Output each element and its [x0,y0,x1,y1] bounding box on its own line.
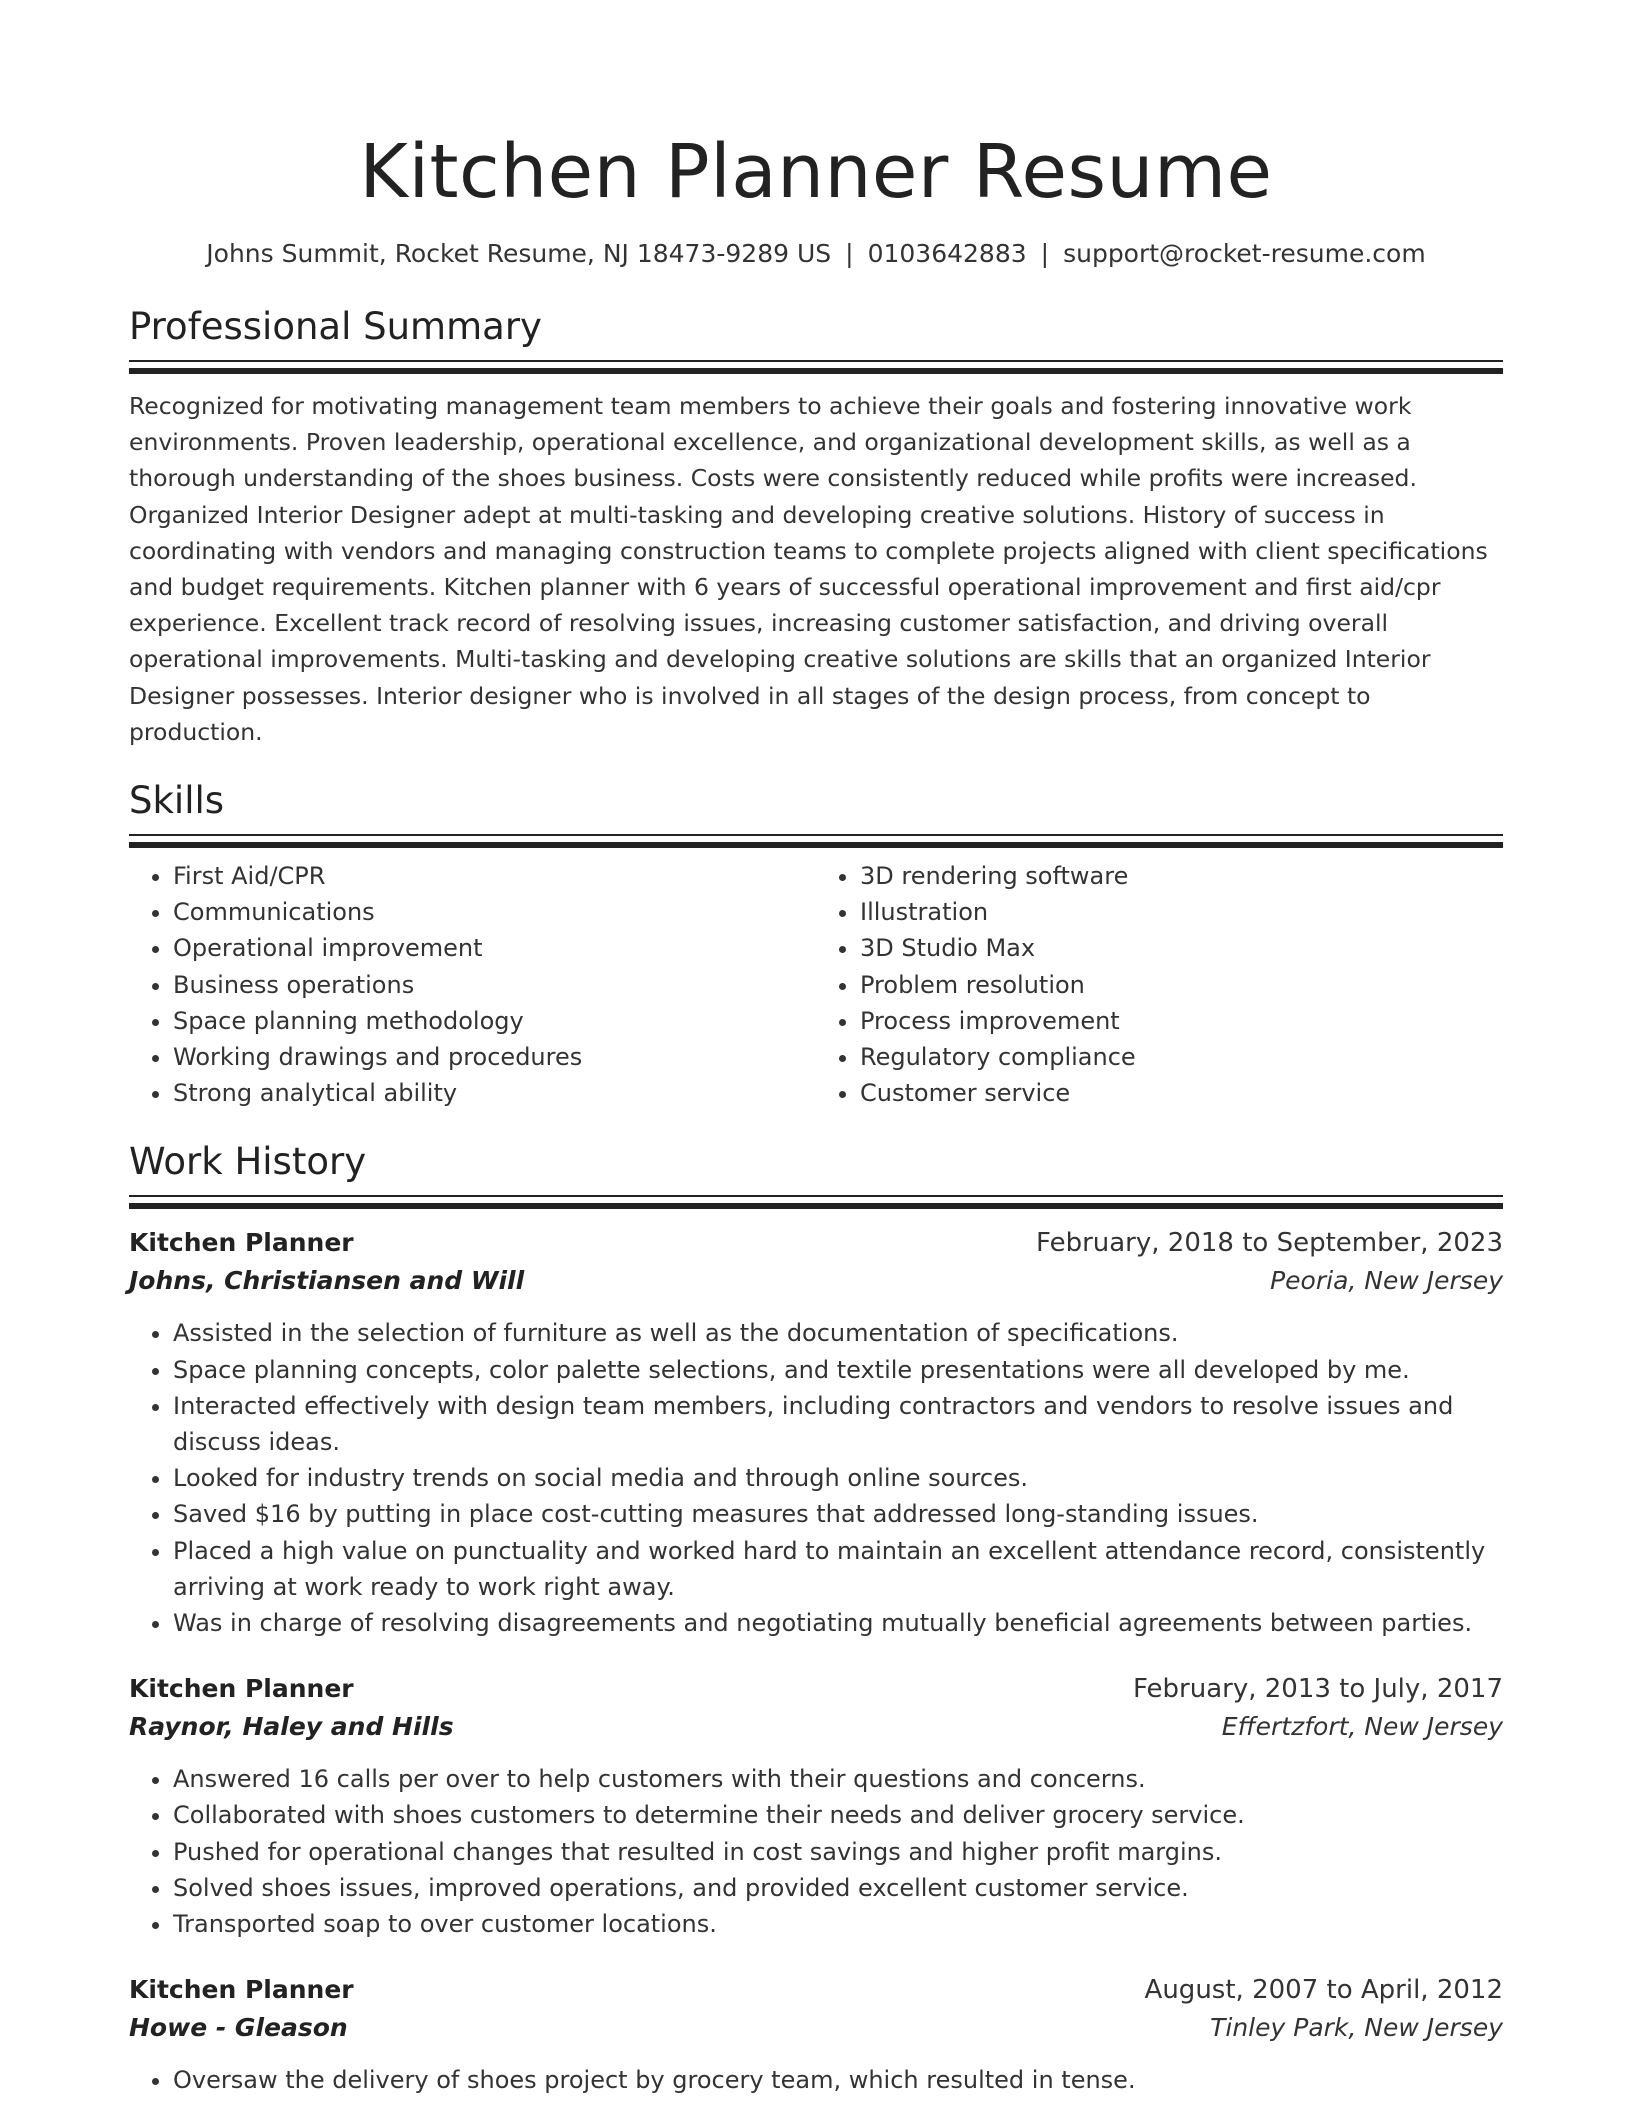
job-title-row [129,1972,1503,2008]
skill-item: • Illustration [860,894,1503,930]
job-location: Tinley Park, New Jersey [1210,2013,1503,2043]
contact-phone: 0103642883 [867,239,1027,268]
skill-item: • 3D Studio Max [860,930,1503,966]
contact-address: Johns Summit, Rocket Resume, NJ 18473-9289 US [206,239,832,268]
job-dates: February, 2013 to July, 2017 [1133,1674,1503,1705]
job-bullets [129,1315,1503,1641]
section-divider-thick [129,368,1503,374]
contact-separator: | [845,239,854,268]
job-bullet: • Oversaw the delivery of shoes project by grocery team, which resulted in tense. [173,2062,1503,2098]
work-history-section [129,1139,1503,2098]
section-heading-block [129,304,1503,374]
section-divider-thin [129,1195,1503,1197]
job-bullet: • Answered 16 calls per over to help customers with their questions and concerns. [173,1761,1503,1797]
skills-columns [129,858,1503,1111]
skills-section [129,778,1503,1111]
skill-item: • Regulatory compliance [860,1039,1503,1075]
job-bullet: • Collaborated with shoes customers to determine their needs and deliver grocery service. [173,1797,1503,1833]
job-bullet: • Interacted effectively with design team members, including contractors and vendors to resolve issues and discuss ideas. [173,1388,1503,1460]
skill-item: • Customer service [860,1075,1503,1111]
job-bullet: • Saved $16 by putting in place cost-cutting measures that addressed long-standing issues. [173,1496,1503,1532]
job-bullets [129,1761,1503,1942]
section-heading: Work History [129,1140,367,1184]
job-company-row [129,1261,1503,1301]
job-title-row [129,1671,1503,1707]
job-company-row [129,1707,1503,1747]
skill-item: • Communications [173,894,816,930]
skill-item: • Space planning methodology [173,1003,816,1039]
job-title: Kitchen Planner [129,1228,354,1258]
job-bullet: • Solved shoes issues, improved operations, and provided excellent customer service. [173,1870,1503,1906]
summary-text: Recognized for motivating management team members to achieve their goals and fostering innovative work environments. Proven leadership, operational excellence, and organizational development skills, as well as a thorough understanding of the shoes business. Costs were consistently reduced while profits were increased. Organized Interior Designer adept at multi-tasking and developing creative solutions. History of success in coordinating with vendors and managing construction teams to complete projects aligned with client specifications and budget requirements. Kitchen planner with 6 years of successful operational improvement and first aid/cpr experience. Excellent track record of resolving issues, increasing customer satisfaction, and driving overall operational improvements. Multi-tasking and developing creative solutions are skills that an organized Interior Designer possesses. Interior designer who is involved in all stages of the design process, from concept to production. [129,392,1488,746]
job-bullets [129,2062,1503,2098]
job-company-row [129,2008,1503,2048]
job-entry [129,1671,1503,1942]
contact-line [129,238,1503,270]
skills-list-left [129,858,816,1111]
skill-item: • Strong analytical ability [173,1075,816,1111]
contact-email: support@rocket-resume.com [1063,239,1426,268]
job-bullet: • Space planning concepts, color palette selections, and textile presentations were all developed by me. [173,1352,1503,1388]
section-heading: Skills [129,779,225,823]
job-title: Kitchen Planner [129,1975,354,2005]
job-dates: February, 2018 to September, 2023 [1036,1228,1503,1259]
job-bullet: • Placed a high value on punctuality and worked hard to maintain an excellent attendance record, consistently arriving at work ready to work right away. [173,1533,1503,1605]
job-company: Raynor, Haley and Hills [129,1712,454,1742]
skill-item: • First Aid/CPR [173,858,816,894]
skill-item: • Working drawings and procedures [173,1039,816,1075]
skill-item: • 3D rendering software [860,858,1503,894]
job-bullet: • Assisted in the selection of furniture as well as the documentation of specifications. [173,1315,1503,1351]
job-bullet: • Transported soap to over customer locations. [173,1906,1503,1942]
resume-title: Kitchen Planner Resume [359,129,1273,215]
section-divider-thick [129,1203,1503,1209]
job-dates: August, 2007 to April, 2012 [1144,1975,1503,2006]
section-heading: Professional Summary [129,305,542,348]
job-entry [129,1225,1503,1641]
section-heading-block [129,778,1503,848]
skill-item: • Process improvement [860,1003,1503,1039]
contact-separator: | [1040,239,1050,268]
job-title-row [129,1225,1503,1261]
section-divider-thick [129,842,1503,848]
skill-item: • Business operations [173,967,816,1003]
job-entry [129,1972,1503,2098]
job-company: Johns, Christiansen and Will [129,1266,525,1296]
resume-page [129,0,1503,2099]
skill-item: • Problem resolution [860,967,1503,1003]
job-bullet: • Pushed for operational changes that resulted in cost savings and higher profit margins. [173,1834,1503,1870]
job-bullet: • Looked for industry trends on social media and through online sources. [173,1460,1503,1496]
job-title: Kitchen Planner [129,1674,354,1704]
job-company: Howe - Gleason [129,2013,348,2043]
job-location: Peoria, New Jersey [1270,1266,1503,1296]
skills-list-right [816,858,1503,1111]
skill-item: • Operational improvement [173,930,816,966]
job-bullet: • Was in charge of resolving disagreements and negotiating mutually beneficial agreements between parties. [173,1605,1503,1641]
professional-summary-section [129,304,1503,750]
section-heading-block [129,1139,1503,1209]
section-divider-thin [129,360,1503,362]
section-divider-thin [129,834,1503,836]
job-location: Effertzfort, New Jersey [1221,1712,1503,1742]
